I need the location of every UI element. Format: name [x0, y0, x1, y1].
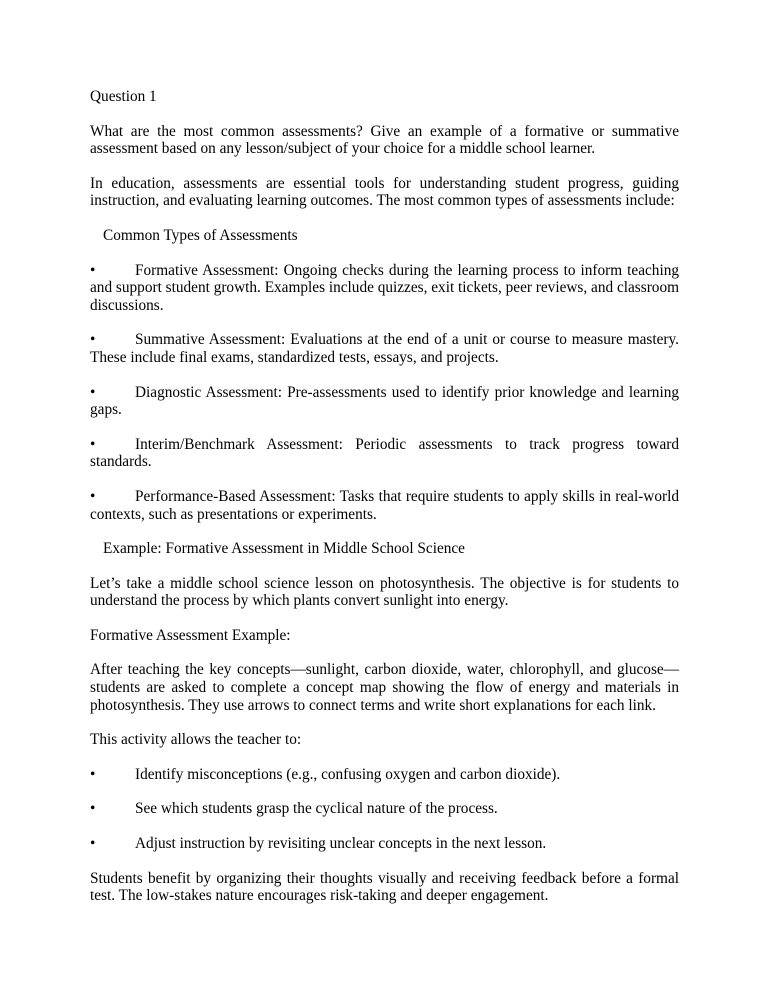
- type-item-formative: [90, 262, 679, 315]
- section-heading-example: Example: Formative Assessment in Middle School Science: [103, 540, 465, 558]
- section-heading-types: Common Types of Assessments: [103, 226, 298, 244]
- question-title: Question 1: [90, 88, 157, 105]
- allows-item-text: See which students grasp the cyclical nature of the process.: [135, 800, 498, 818]
- example-label: Formative Assessment Example:: [90, 626, 291, 644]
- type-item-summative: [90, 331, 679, 366]
- bullet-icon: •: [90, 261, 96, 279]
- type-item-text: Summative Assessment: Evaluations at the end of a unit or course to measure mastery. These include final exams, standardized tests, essays, and projects.: [90, 331, 679, 366]
- allows-item-adjust: [90, 835, 679, 853]
- example-intro-paragraph: Let’s take a middle school science lesson on photosynthesis. The objective is for students to understand the process by which plants convert sunlight into energy.: [90, 574, 679, 610]
- document-page: [90, 88, 679, 905]
- type-item-diagnostic: [90, 384, 679, 419]
- type-item-performance: [90, 488, 679, 523]
- bullet-icon: •: [90, 435, 96, 453]
- example-body-paragraph: After teaching the key concepts—sunlight, carbon dioxide, water, chlorophyll, and glucose—students are asked to complete a concept map showing the flow of energy and materials in photosynthesis. They use arrows to connect terms and write short explanations for each link.: [90, 661, 679, 714]
- type-item-interim: [90, 436, 679, 471]
- intro-paragraph: In education, assessments are essential tools for understanding student progress, guiding instruction, and evaluating learning outcomes. The most common types of assessments include:: [90, 174, 679, 210]
- bullet-icon: •: [90, 835, 96, 853]
- allows-item-text: Adjust instruction by revisiting unclear concepts in the next lesson.: [135, 835, 547, 853]
- question-text: What are the most common assessments? Give an example of a formative or summative assessment based on any lesson/subject of your choice for a middle school learner.: [90, 122, 679, 158]
- bullet-icon: •: [90, 487, 96, 505]
- type-item-text: Interim/Benchmark Assessment: Periodic assessments to track progress toward standards.: [90, 435, 679, 471]
- bullet-icon: •: [90, 765, 96, 783]
- allows-item-text: Identify misconceptions (e.g., confusing oxygen and carbon dioxide).: [135, 765, 561, 783]
- type-item-text: Diagnostic Assessment: Pre-assessments used to identify prior knowledge and learning gaps.: [90, 383, 679, 419]
- conclusion-paragraph: Students benefit by organizing their thoughts visually and receiving feedback before a formal test. The low-stakes nature encourages risk-taking and deeper engagement.: [90, 869, 679, 905]
- bullet-icon: •: [90, 331, 96, 349]
- bullet-icon: •: [90, 800, 96, 818]
- bullet-icon: •: [90, 383, 96, 401]
- allows-intro: This activity allows the teacher to:: [90, 731, 302, 749]
- allows-item-misconceptions: [90, 766, 679, 784]
- type-item-text: Formative Assessment: Ongoing checks during the learning process to inform teaching and support student growth. Examples include quizzes, exit tickets, peer reviews, and classroom discussions.: [90, 261, 679, 314]
- type-item-text: Performance-Based Assessment: Tasks that require students to apply skills in real-world contexts, such as presentations or experiments.: [90, 487, 679, 523]
- allows-item-cyclical: [90, 800, 679, 818]
